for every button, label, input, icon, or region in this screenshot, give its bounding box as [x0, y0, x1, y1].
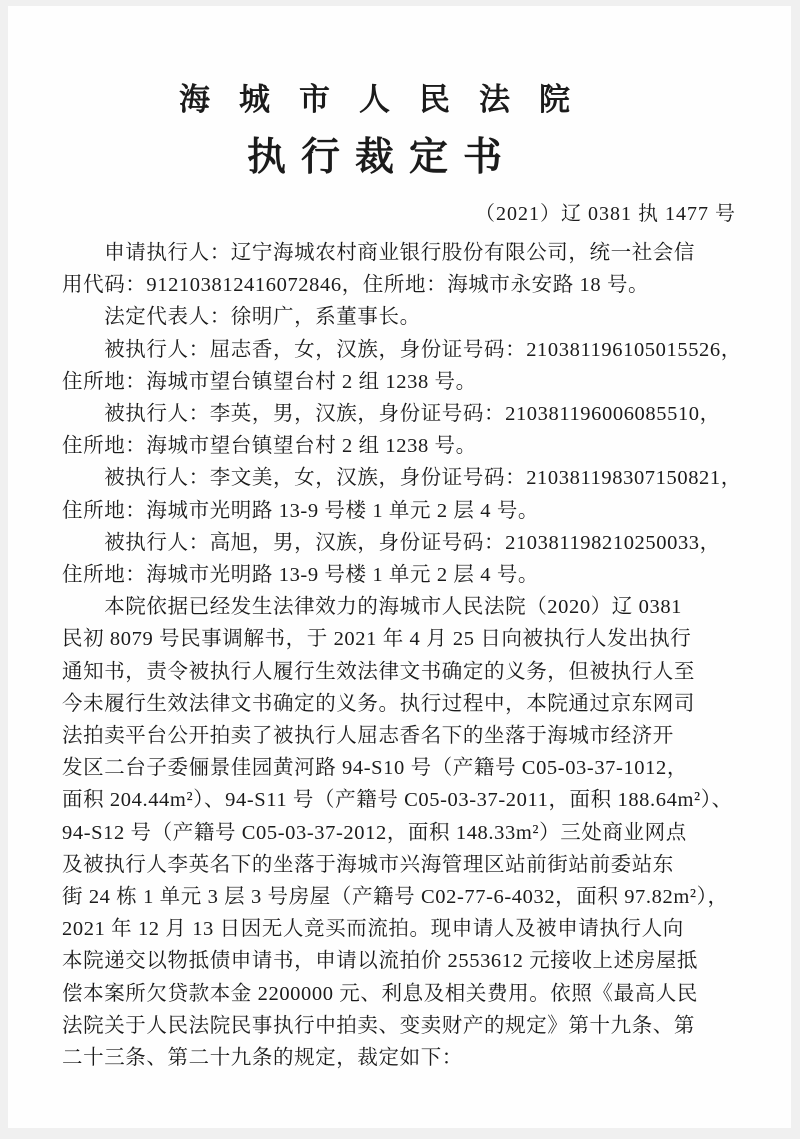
document-line: 通知书，责令被执行人履行生效法律文书确定的义务，但被执行人至 [62, 660, 695, 683]
document-line: 街 24 栋 1 单元 3 层 3 号房屋（产籍号 C02-77-6-4032，面积 97.82m²）， [62, 886, 729, 909]
case-number: （2021）辽 0381 执 1477 号 [475, 203, 736, 225]
document-line: 住所地：海城市光明路 13-9 号楼 1 单元 2 层 4 号。 [62, 499, 540, 522]
document-line: 法拍卖平台公开拍卖了被执行人屈志香名下的坐落于海城市经济开 [62, 725, 674, 748]
document-line: 94-S12 号（产籍号 C05-03-37-2012，面积 148.33m²）三处商业网点 [62, 821, 687, 844]
document-line: 被执行人：高旭，男，汉族，身份证号码：210381198210250033， [62, 531, 721, 554]
document-line: 面积 204.44m²）、94-S11 号（产籍号 C05-03-37-2011，面积 188.64m²）、 [62, 789, 733, 812]
document-line: 本院依据已经发生法律效力的海城市人民法院（2020）辽 0381 [62, 596, 683, 619]
document-line: 二十三条、第二十九条的规定，裁定如下： [62, 1047, 463, 1070]
document-header [0, 82, 766, 180]
document-line: 民初 8079 号民事调解书，于 2021 年 4 月 25 日向被执行人发出执行 [62, 628, 692, 651]
document-line: 法定代表人：徐明广，系董事长。 [62, 306, 421, 329]
document-line: 住所地：海城市光明路 13-9 号楼 1 单元 2 层 4 号。 [62, 564, 540, 587]
document-line: 偿本案所欠贷款本金 2200000 元、利息及相关费用。依照《最高人民 [62, 982, 698, 1005]
document-line: 申请执行人：辽宁海城农村商业银行股份有限公司，统一社会信 [62, 242, 695, 264]
document-line: 住所地：海城市望台镇望台村 2 组 1238 号。 [62, 370, 477, 393]
document-line: 本院递交以物抵债申请书，申请以流拍价 2553612 元接收上述房屋抵 [62, 950, 698, 973]
document-line: 2021 年 12 月 13 日因无人竞买而流拍。现申请人及被申请执行人向 [62, 918, 684, 941]
court-name: 海城市人民法院 [179, 82, 599, 117]
document-line: 今未履行生效法律文书确定的义务。执行过程中，本院通过京东网司 [62, 692, 695, 715]
document-line: 及被执行人李英名下的坐落于海城市兴海管理区站前街站前委站东 [62, 853, 674, 876]
document-body [8, 237, 791, 1074]
document-page [8, 6, 791, 1128]
document-line: 被执行人：李英，男，汉族，身份证号码：210381196006085510， [62, 403, 721, 426]
document-line: 发区二台子委俪景佳园黄河路 94-S10 号（产籍号 C05-03-37-1012， [62, 757, 688, 780]
document-line: 住所地：海城市望台镇望台村 2 组 1238 号。 [62, 435, 477, 458]
document-line: 用代码：912103812416072846，住所地：海城市永安路 18 号。 [62, 274, 650, 297]
document-line: 被执行人：李文美，女，汉族，身份证号码：210381198307150821， [62, 467, 742, 490]
document-line: 被执行人：屈志香，女，汉族，身份证号码：210381196105015526， [62, 338, 742, 361]
document-title: 执行裁定书 [246, 136, 517, 179]
document-line: 法院关于人民法院民事执行中拍卖、变卖财产的规定》第十九条、第 [62, 1014, 695, 1037]
